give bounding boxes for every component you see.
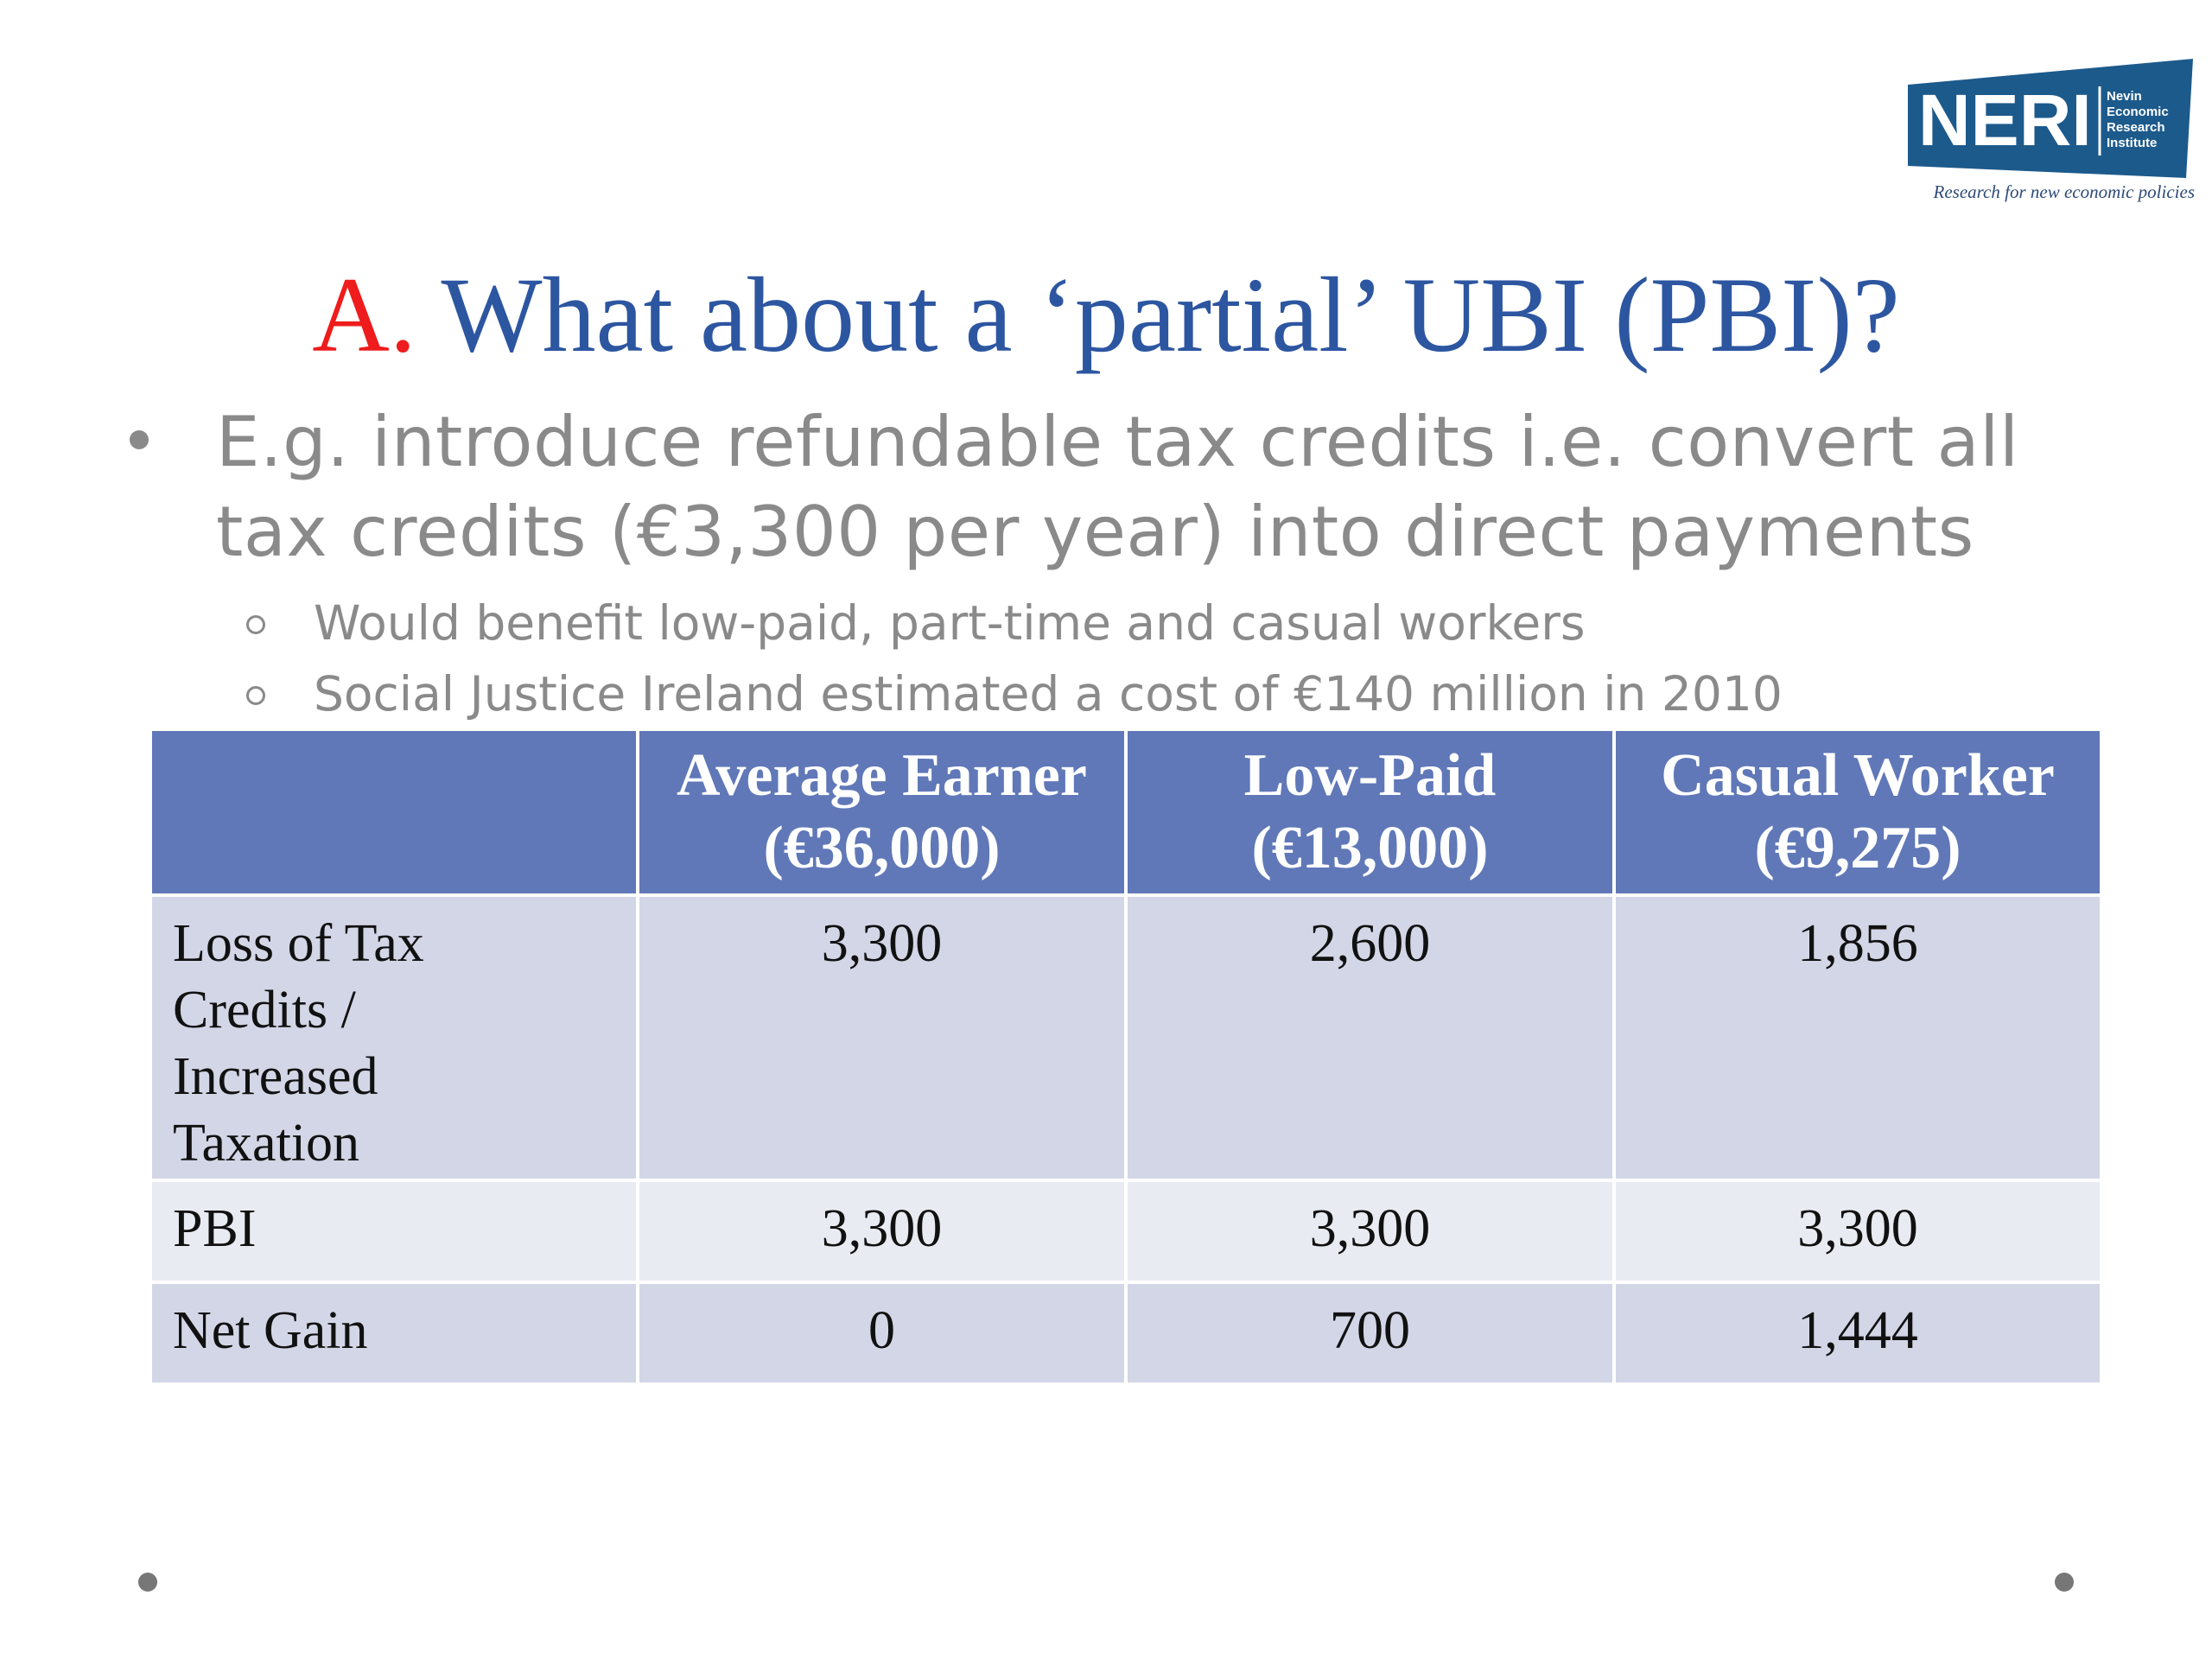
title-section-letter: A.	[312, 256, 416, 374]
table-header-row	[150, 729, 2101, 895]
table-cell: 1,856	[1614, 895, 2101, 1180]
sub-bullet-circle-icon	[246, 615, 265, 634]
row-label-line: Loss of Tax	[173, 914, 424, 973]
table-header-average-earner	[638, 729, 1126, 895]
logo-acronym: NERI	[1918, 79, 2092, 161]
row-label-line: Credits /	[173, 981, 356, 1039]
logo-name-line-2: Economic	[2107, 105, 2169, 119]
sub-bullet-2: Social Justice Ireland estimated a cost of €140 million in 2010	[314, 666, 1783, 721]
table-cell: 0	[638, 1282, 1126, 1384]
neri-logo	[1901, 41, 2195, 214]
row-label-line: Increased	[173, 1047, 378, 1106]
logo-name-line-4: Institute	[2107, 136, 2158, 150]
comparison-table	[149, 728, 2100, 1386]
bullet-dot-icon	[130, 430, 149, 449]
header-income: (€9,275)	[1754, 815, 1961, 881]
table-cell: 3,300	[638, 1180, 1126, 1282]
row-label-line: Taxation	[173, 1114, 360, 1173]
neri-logo-badge	[1908, 59, 2193, 193]
sub-bullet-1: Would benefit low-paid, part-time and casual workers	[314, 595, 1586, 651]
sub-bullet-circle-icon	[246, 686, 265, 705]
table-cell: 700	[1126, 1282, 1614, 1384]
table-row	[150, 1282, 2101, 1384]
header-income: (€13,000)	[1251, 815, 1489, 881]
table-row	[150, 1180, 2101, 1282]
slide-title	[0, 251, 2212, 380]
row-label-pbi: PBI	[150, 1180, 638, 1282]
table-cell: 3,300	[638, 895, 1126, 1180]
header-label: Low-Paid	[1243, 742, 1497, 809]
table-cell: 3,300	[1614, 1180, 2101, 1282]
table-cell: 3,300	[1126, 1180, 1614, 1282]
footer-dot-icon	[138, 1573, 157, 1592]
footer-dot-icon	[2055, 1573, 2074, 1592]
logo-name-line-1: Nevin	[2107, 89, 2142, 104]
bullet-main: E.g. introduce refundable tax credits i.e. convert all tax credits (€3,300 per year) into direct payments	[216, 402, 2019, 572]
table-header-low-paid	[1126, 729, 1614, 895]
table-header-casual-worker	[1614, 729, 2101, 895]
header-label: Casual Worker	[1661, 742, 2055, 809]
logo-tagline: Research for new economic policies	[1933, 181, 2195, 202]
row-label-net-gain: Net Gain	[150, 1282, 638, 1384]
table-header-empty	[150, 729, 638, 895]
row-label-loss-of-tax-credits	[150, 895, 638, 1180]
logo-name-line-3: Research	[2107, 120, 2165, 135]
header-label: Average Earner	[677, 742, 1087, 809]
table-cell: 2,600	[1126, 895, 1614, 1180]
header-income: (€36,000)	[763, 815, 1001, 881]
table-cell: 1,444	[1614, 1282, 2101, 1384]
title-text: What about a ‘partial’ UBI (PBI)?	[441, 256, 1900, 374]
table-row	[150, 895, 2101, 1180]
